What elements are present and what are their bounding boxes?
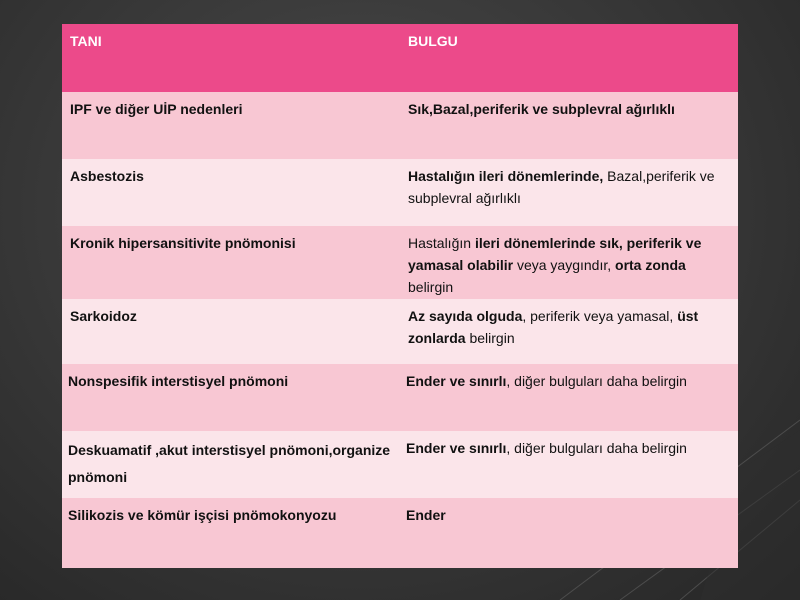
tani-cell: Nonspesifik interstisyel pnömoni <box>62 364 400 431</box>
bulgu-cell <box>400 92 738 159</box>
tani-cell: Silikozis ve kömür işçisi pnömokonyozu <box>62 498 400 568</box>
bulgu-cell <box>400 299 738 364</box>
tani-cell: Deskuamatif ,akut interstisyel pnömoni,organize pnömoni <box>62 431 400 498</box>
bulgu-text: Hastalığın <box>408 235 475 251</box>
bulgu-text: veya yaygındır, <box>513 257 616 273</box>
header-tani: TANI <box>62 24 400 92</box>
table-row <box>62 159 738 226</box>
bulgu-text: Hastalığın ileri dönemlerinde, <box>408 168 604 184</box>
bulgu-cell <box>400 159 738 226</box>
tani-cell: IPF ve diğer UİP nedenleri <box>62 92 400 159</box>
tani-cell: Sarkoidoz <box>62 299 400 364</box>
tani-cell: Kronik hipersansitivite pnömonisi <box>62 226 400 299</box>
bulgu-text: Az sayıda olguda <box>408 308 523 324</box>
header-bulgu: BULGU <box>400 24 738 92</box>
bulgu-text: Sık,Bazal,periferik ve subplevral ağırlıklı <box>408 101 675 117</box>
bulgu-text: , diğer bulguları daha belirgin <box>506 440 687 456</box>
bulgu-cell <box>400 364 738 431</box>
bulgu-text: üst zonlarda <box>408 308 699 346</box>
table-header-row <box>62 24 738 92</box>
diagnosis-findings-table <box>62 24 738 568</box>
bulgu-text: ileri dönemlerinde sık, periferik ve yamasal olabilir <box>408 235 702 273</box>
bulgu-text: Ender <box>406 507 446 523</box>
bulgu-text: Bazal,periferik ve subplevral ağırlıklı <box>408 168 715 206</box>
bulgu-text: Ender ve sınırlı <box>406 440 507 456</box>
table-row <box>62 92 738 159</box>
bulgu-cell <box>400 431 738 498</box>
bulgu-cell <box>400 226 738 299</box>
bulgu-cell <box>400 498 738 568</box>
bulgu-text: belirgin <box>465 330 515 346</box>
bulgu-text: , periferik veya yamasal, <box>522 308 678 324</box>
bulgu-text: , diğer bulguları daha belirgin <box>506 373 687 389</box>
table-row <box>62 364 738 431</box>
table-row <box>62 498 738 568</box>
tani-cell: Asbestozis <box>62 159 400 226</box>
bulgu-text: orta zonda <box>615 257 686 273</box>
table-row <box>62 431 738 498</box>
table-row <box>62 226 738 299</box>
bulgu-text: belirgin <box>408 279 454 295</box>
bulgu-text: Ender ve sınırlı <box>406 373 507 389</box>
table-row <box>62 299 738 364</box>
